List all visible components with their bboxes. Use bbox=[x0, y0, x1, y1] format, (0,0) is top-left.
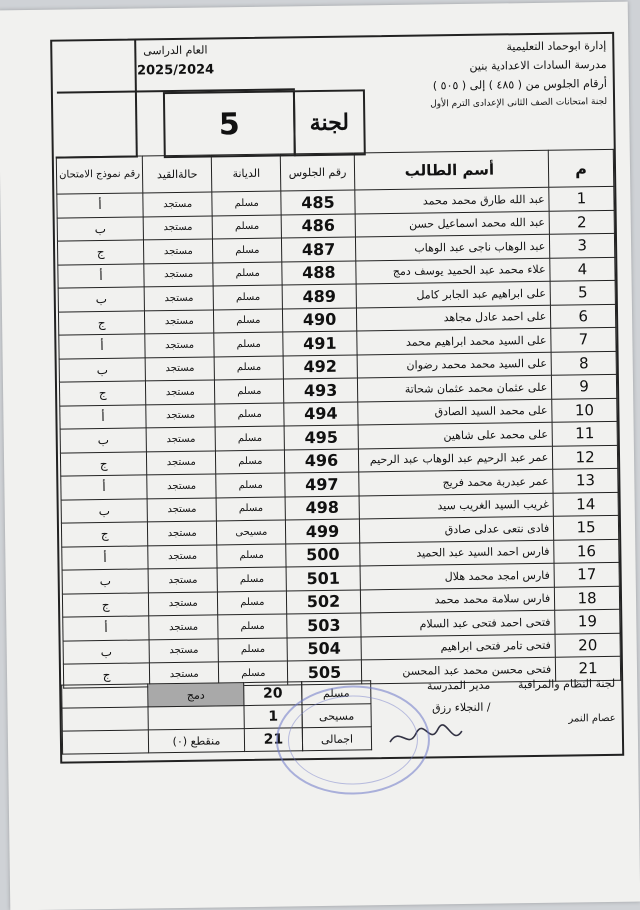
seat-number: 497 bbox=[285, 472, 359, 497]
religion: مسلم bbox=[217, 567, 286, 591]
student-name: على احمد عادل مجاهد bbox=[356, 305, 551, 331]
exam-form: أ bbox=[62, 545, 148, 570]
exam-form: ج bbox=[62, 592, 148, 617]
committee-title: لجنة النظام والمراقبة bbox=[517, 676, 616, 692]
seat-number: 494 bbox=[284, 401, 358, 426]
enrollment-status: مستجد bbox=[146, 380, 215, 404]
exam-form: ب bbox=[62, 569, 148, 594]
student-name: فتحى احمد فتحى عبد السلام bbox=[360, 610, 555, 636]
seat-number: 495 bbox=[284, 425, 358, 450]
student-name: عمر عبد الرحيم عبد الوهاب عبد الرحيم bbox=[358, 446, 553, 472]
student-name: عبد الله محمد اسماعيل حسن bbox=[355, 211, 550, 237]
row-number: 2 bbox=[549, 210, 614, 234]
student-name: علاء محمد عبد الحميد يوسف دمج bbox=[355, 258, 550, 284]
seat-number: 504 bbox=[287, 636, 361, 661]
seat-number: 499 bbox=[286, 519, 360, 544]
student-name: على عثمان محمد عثمان شحاتة bbox=[357, 375, 552, 401]
enrollment-status: مستجد bbox=[143, 215, 212, 239]
summary-muslim-count: 20 bbox=[244, 682, 302, 706]
seat-number: 496 bbox=[285, 448, 359, 473]
summary-blank bbox=[62, 707, 148, 731]
enrollment-status: مستجد bbox=[144, 239, 213, 263]
enrollment-status: مستجد bbox=[146, 403, 215, 427]
student-name: عبد الله طارق محمد محمد bbox=[354, 187, 549, 213]
enrollment-status: مستجد bbox=[150, 662, 219, 686]
year-value: 2025/2024 bbox=[136, 62, 215, 79]
religion: مسلم bbox=[218, 590, 287, 614]
exam-form: أ bbox=[57, 193, 143, 218]
row-number: 12 bbox=[553, 445, 618, 469]
school-name: مدرسة السادات الاعدادية بنين bbox=[469, 57, 607, 73]
enrollment-status: مستجد bbox=[145, 333, 214, 357]
enrollment-status: مستجد bbox=[149, 591, 218, 615]
seat-number: 491 bbox=[283, 331, 357, 356]
seat-number: 486 bbox=[281, 213, 355, 238]
religion: مسلم bbox=[216, 496, 285, 520]
committee-description: لجنة امتحانات الصف الثانى الإعدادى الترم الأول bbox=[430, 96, 608, 110]
row-number: 21 bbox=[556, 656, 621, 680]
row-number: 3 bbox=[550, 233, 615, 257]
enrollment-status: مستجد bbox=[143, 192, 212, 216]
summary-muslim-label: مسلم bbox=[302, 681, 371, 705]
religion: مسلم bbox=[213, 238, 282, 262]
exam-form: ب bbox=[60, 428, 146, 453]
year-label: العام الدراسى bbox=[143, 43, 208, 58]
enrollment-status: مستجد bbox=[145, 309, 214, 333]
enrollment-status: مستجد bbox=[147, 497, 216, 521]
enrollment-status: مستجد bbox=[147, 450, 216, 474]
religion: مسلم bbox=[214, 332, 283, 356]
exam-form: ج bbox=[63, 663, 149, 688]
col-header-status: حالةالقيد bbox=[142, 155, 212, 193]
row-number: 5 bbox=[550, 280, 615, 304]
seat-number: 490 bbox=[283, 307, 357, 332]
student-name: فارس احمد السيد عبد الحميد bbox=[359, 540, 554, 566]
row-number: 14 bbox=[553, 492, 618, 516]
religion: مسلم bbox=[219, 661, 288, 685]
enrollment-status: مستجد bbox=[146, 427, 215, 451]
enrollment-status: مستجد bbox=[148, 568, 217, 592]
student-name: على السيد محمد محمد رضوان bbox=[357, 352, 552, 378]
exam-form: ج bbox=[59, 381, 145, 406]
enrollment-status: مستجد bbox=[144, 286, 213, 310]
col-header-seat: رقم الجلوس bbox=[281, 153, 355, 191]
religion: مسلم bbox=[213, 261, 282, 285]
seat-number: 498 bbox=[285, 495, 359, 520]
seat-number: 501 bbox=[286, 566, 360, 591]
row-number: 15 bbox=[554, 515, 619, 539]
committee-label: لجنة bbox=[293, 89, 366, 156]
religion: مسلم bbox=[212, 191, 281, 215]
exam-form: ب bbox=[58, 287, 144, 312]
col-header-form: رقم نموذج الامتحان bbox=[56, 156, 143, 194]
student-name: فادى نتعى عدلى صادق bbox=[359, 516, 554, 542]
student-name: فتحى تامر فتحى ابراهيم bbox=[361, 634, 556, 660]
student-name: فتحى محسن محمد عبد المحسن bbox=[361, 657, 556, 683]
row-number: 13 bbox=[553, 468, 618, 492]
religion: مسلم bbox=[213, 285, 282, 309]
exam-form: أ bbox=[58, 263, 144, 288]
document-sheet bbox=[0, 2, 640, 910]
row-number: 11 bbox=[552, 421, 617, 445]
religion: مسلم bbox=[218, 614, 287, 638]
summary-table bbox=[61, 681, 303, 754]
exam-form: ب bbox=[59, 357, 145, 382]
summary-blank bbox=[62, 730, 148, 754]
director-name: / النجلاء رزق bbox=[432, 700, 491, 715]
summary-total-label: اجمالى bbox=[302, 727, 371, 751]
enrollment-status: مستجد bbox=[149, 638, 218, 662]
row-number: 1 bbox=[549, 186, 614, 210]
exam-form: أ bbox=[59, 334, 145, 359]
col-header-religion: الديانة bbox=[212, 154, 282, 192]
summary-christian-count: 1 bbox=[244, 705, 302, 729]
exam-form: ب bbox=[57, 216, 143, 241]
header-info bbox=[376, 36, 607, 115]
religion: مسلم bbox=[212, 215, 281, 239]
director-title: مدير المدرسة bbox=[426, 678, 491, 693]
row-number: 17 bbox=[554, 562, 619, 586]
committee-number: 5 bbox=[163, 90, 296, 158]
blank-corner-cell bbox=[54, 41, 138, 159]
religion: مسلم bbox=[216, 473, 285, 497]
student-name: عمر عبدربة محمد فريج bbox=[358, 469, 553, 495]
student-name: غريب السيد الغريب سيد bbox=[359, 493, 554, 519]
religion: مسيحى bbox=[217, 520, 286, 544]
summary-blank bbox=[148, 706, 244, 730]
exam-form: ج bbox=[58, 310, 144, 335]
row-number: 16 bbox=[554, 539, 619, 563]
row-number: 10 bbox=[552, 398, 617, 422]
seat-number: 500 bbox=[286, 542, 360, 567]
student-name: على السيد محمد ابراهيم محمد bbox=[356, 328, 551, 354]
seat-number: 489 bbox=[282, 284, 356, 309]
row-number: 20 bbox=[555, 633, 620, 657]
summary-total-count: 21 bbox=[244, 728, 302, 752]
seat-number: 487 bbox=[282, 237, 356, 262]
religion: مسلم bbox=[217, 543, 286, 567]
student-name: على محمد السيد الصادق bbox=[357, 399, 552, 425]
student-name: على ابراهيم عبد الجابر كامل bbox=[356, 281, 551, 307]
seat-number: 492 bbox=[283, 354, 357, 379]
enrollment-status: مستجد bbox=[149, 615, 218, 639]
exam-form: أ bbox=[63, 616, 149, 641]
religion: مسلم bbox=[216, 449, 285, 473]
religion: مسلم bbox=[215, 426, 284, 450]
seat-number: 493 bbox=[284, 378, 358, 403]
exam-form: أ bbox=[60, 404, 146, 429]
exam-form: ب bbox=[61, 498, 147, 523]
summary-row-muslim bbox=[62, 682, 302, 708]
row-number: 4 bbox=[550, 257, 615, 281]
row-number: 8 bbox=[551, 351, 616, 375]
seat-range: أرقام الجلوس من ( ٤٨٥ ) إلى ( ٥٠٥ ) bbox=[432, 76, 607, 93]
religion: مسلم bbox=[215, 402, 284, 426]
seat-number: 505 bbox=[288, 660, 362, 685]
religion: مسلم bbox=[214, 308, 283, 332]
row-number: 18 bbox=[555, 586, 620, 610]
school-stamp bbox=[275, 684, 431, 795]
religion: مسلم bbox=[214, 355, 283, 379]
row-number: 6 bbox=[551, 304, 616, 328]
religion: مسلم bbox=[218, 637, 287, 661]
exam-form: ج bbox=[61, 522, 147, 547]
summary-christian-label: مسيحى bbox=[302, 704, 371, 728]
enrollment-status: مستجد bbox=[148, 544, 217, 568]
student-name: عبد الوهاب ناجى عبد الوهاب bbox=[355, 234, 550, 260]
summary-blank bbox=[62, 684, 148, 708]
col-header-name: أسم الطالب bbox=[354, 150, 549, 190]
col-header-number: م bbox=[548, 149, 613, 187]
admin-name: إدارة ابوحماد التعليمية bbox=[506, 38, 607, 54]
summary-dropped-label: منقطع (٠) bbox=[148, 729, 244, 753]
row-number: 9 bbox=[552, 374, 617, 398]
committee-member-name: عصام النمر bbox=[568, 712, 616, 725]
students-table bbox=[56, 149, 621, 688]
exam-form: أ bbox=[61, 475, 147, 500]
seat-number: 488 bbox=[282, 260, 356, 285]
exam-form: ب bbox=[63, 639, 149, 664]
seat-number: 485 bbox=[281, 190, 355, 215]
religion: مسلم bbox=[215, 379, 284, 403]
exam-form: ج bbox=[57, 240, 143, 265]
enrollment-status: مستجد bbox=[145, 356, 214, 380]
seat-number: 502 bbox=[287, 589, 361, 614]
enrollment-status: مستجد bbox=[147, 474, 216, 498]
student-name: فارس امجد محمد هلال bbox=[360, 563, 555, 589]
summary-row-total bbox=[62, 728, 302, 754]
seat-number: 503 bbox=[287, 613, 361, 638]
summary-merged-label: دمج bbox=[148, 683, 244, 707]
row-number: 19 bbox=[555, 609, 620, 633]
student-name: فارس سلامة محمد محمد bbox=[360, 587, 555, 613]
row-number: 7 bbox=[551, 327, 616, 351]
enrollment-status: مستجد bbox=[148, 521, 217, 545]
student-name: على محمد على شاهين bbox=[358, 422, 553, 448]
exam-committee-sheet bbox=[50, 32, 624, 764]
exam-form: ج bbox=[60, 451, 146, 476]
enrollment-status: مستجد bbox=[144, 262, 213, 286]
summary-row-christian bbox=[62, 705, 302, 731]
